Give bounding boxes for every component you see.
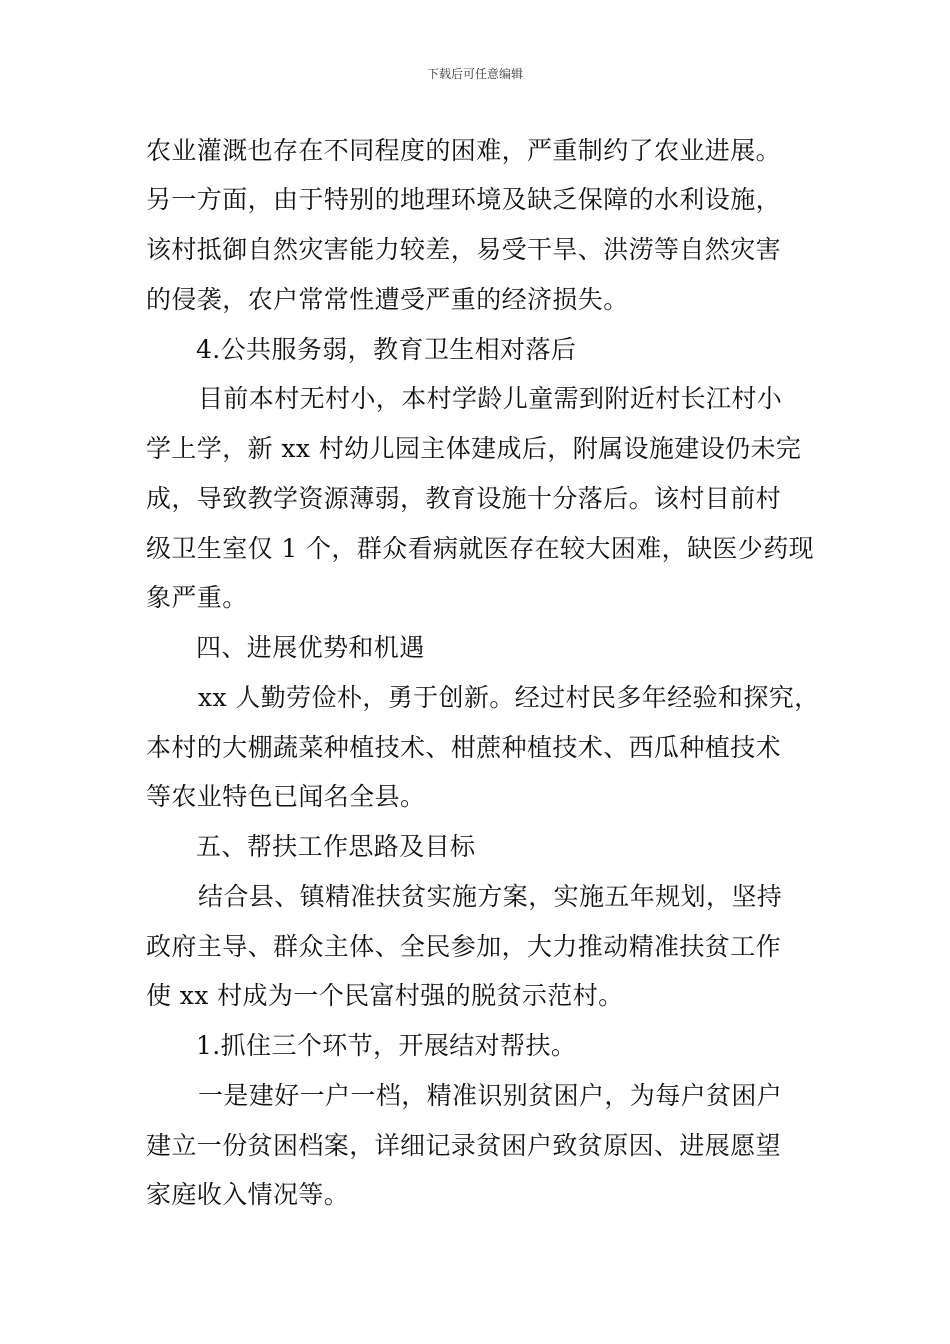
text-line: 成，导致教学资源薄弱，教育设施十分落后。该村目前村 <box>146 484 782 513</box>
text-line: 等农业特色已闻名全县。 <box>146 782 426 811</box>
section-heading: 1.抓住三个环节，开展结对帮扶。 <box>196 1031 577 1060</box>
text-line: 使 xx 村成为一个民富村强的脱贫示范村。 <box>146 981 624 1010</box>
text-line: 级卫生室仅 1 个，群众看病就医存在较大困难，缺医少药现 <box>146 534 815 563</box>
text-line: 本村的大棚蔬菜种植技术、柑蔗种植技术、西瓜种植技术 <box>146 733 782 762</box>
text-line: 建立一份贫困档案，详细记录贫困户致贫原因、进展愿望 <box>146 1131 782 1160</box>
text-line: 象严重。 <box>146 583 248 612</box>
text-line: 结合县、镇精准扶贫实施方案，实施五年规划，坚持 <box>198 882 783 911</box>
text-line: 农业灌溉也存在不同程度的困难，严重制约了农业进展。 <box>146 136 782 165</box>
text-line: 目前本村无村小，本村学龄儿童需到附近村长江村小 <box>198 384 783 413</box>
page-header: 下载后可任意编辑 <box>426 67 523 81</box>
text-line: 一是建好一户一档，精准识别贫困户，为每户贫困户 <box>198 1081 783 1110</box>
section-heading: 四、进展优势和机遇 <box>196 633 425 662</box>
section-heading: 五、帮扶工作思路及目标 <box>196 832 476 861</box>
section-heading: 4.公共服务弱，教育卫生相对落后 <box>196 335 577 364</box>
text-line: 政府主导、群众主体、全民参加，大力推动精准扶贫工作 <box>146 932 782 961</box>
text-line: 家庭收入情况等。 <box>146 1180 350 1209</box>
text-line: 学上学，新 xx 村幼儿园主体建成后，附属设施建设仍未完 <box>146 434 802 463</box>
text-line: xx 人勤劳俭朴，勇于创新。经过村民多年经验和探究， <box>198 683 820 712</box>
text-line: 的侵袭，农户常常性遭受严重的经济损失。 <box>146 285 629 314</box>
text-line: 该村抵御自然灾害能力较差，易受干旱、洪涝等自然灾害 <box>146 235 782 264</box>
text-line: 另一方面，由于特别的地理环境及缺乏保障的水利设施， <box>146 185 782 214</box>
